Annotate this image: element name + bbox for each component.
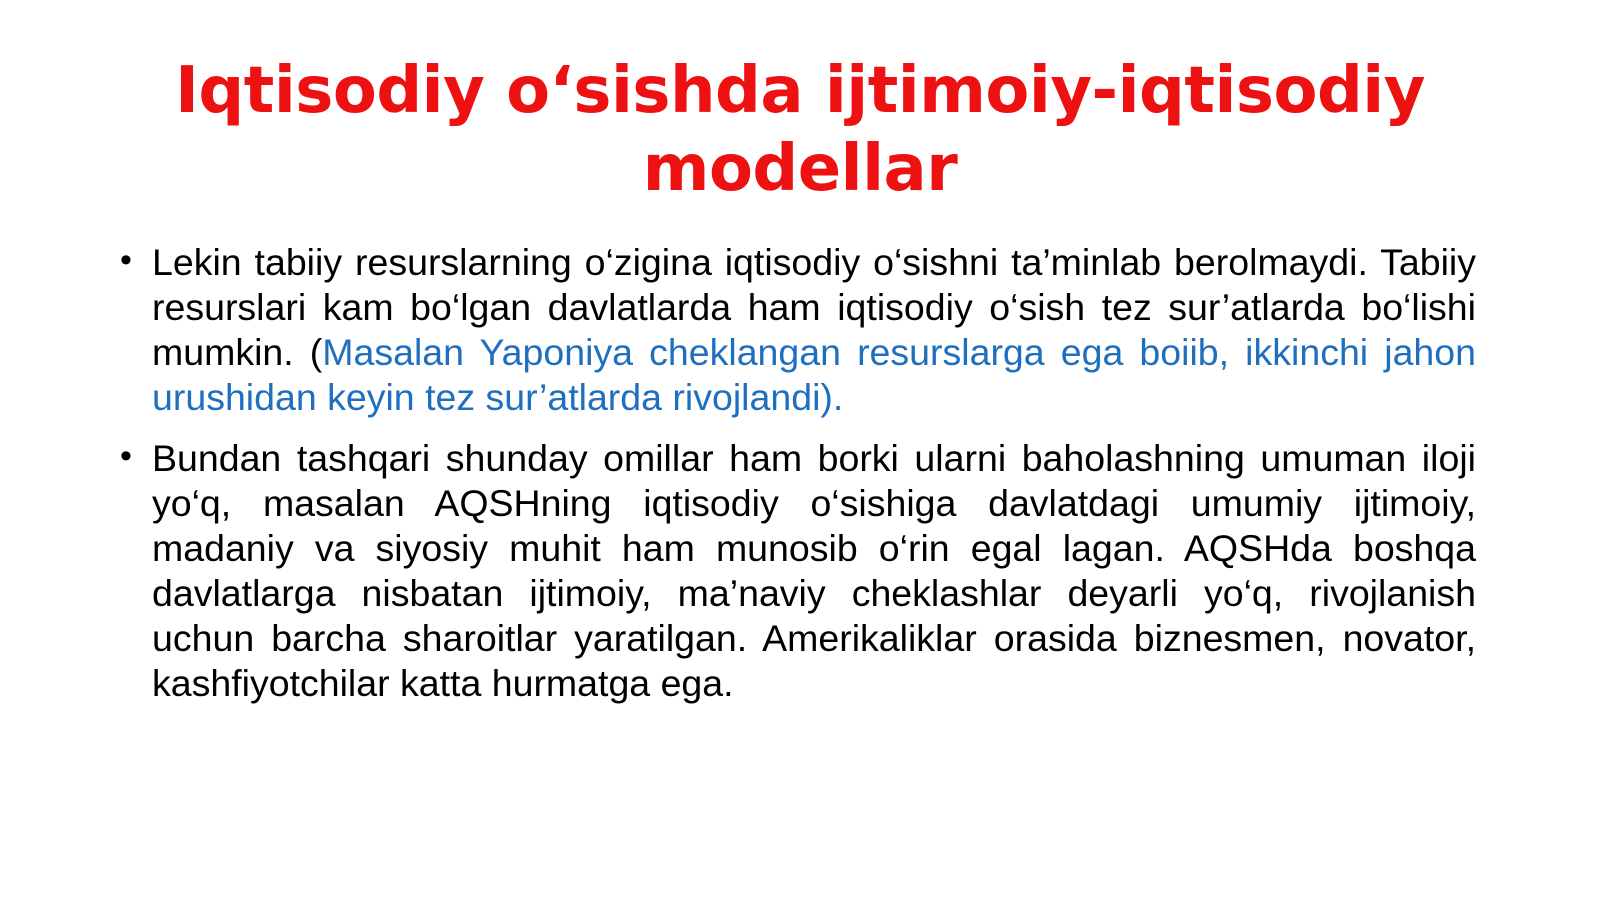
bullet-2-text: Bundan tashqari shunday omillar ham borki ularni baholashning umuman iloji yo‘q, masalan AQSHning iqtisodiy o‘sishiga davlatdagi umumiy ijtimoiy, madaniy va siyosiy muhit ham munosib o‘rin egal lagan. AQSHda boshqa davlatlarga nisbatan ijtimoiy, ma’naviy cheklashlar deyarli yo‘q, rivojlanish uchun barcha sharoitlar yaratilgan. Amerikaliklar orasida biznesmen, novator, kashfiyotchilar katta hurmatga ega. bbox=[152, 437, 1476, 704]
bullet-item-1 bbox=[120, 240, 1476, 420]
bullet-1-text: Lekin tabiiy resurslarning o‘zigina iqtisodiy o‘sishni ta’minlab berolmaydi. Tabiiy resurslari kam bo‘lgan davlatlarda ham iqtisodiy o‘sish tez sur’atlarda bo‘lishi mumkin. ( bbox=[152, 241, 1476, 373]
bullet-item-2 bbox=[120, 436, 1476, 706]
bullet-list bbox=[120, 240, 1476, 722]
bullet-icon: • bbox=[120, 437, 132, 475]
slide-title: Iqtisodiy o‘sishda ijtimoiy-iqtisodiy modellar bbox=[175, 54, 1425, 206]
bullet-1-highlight: Masalan Yaponiya cheklangan resurslarga ega boiib, ikkinchi jahon urushidan keyin tez sur’atlarda rivojlandi). bbox=[152, 331, 1476, 418]
bullet-icon: • bbox=[120, 241, 132, 279]
